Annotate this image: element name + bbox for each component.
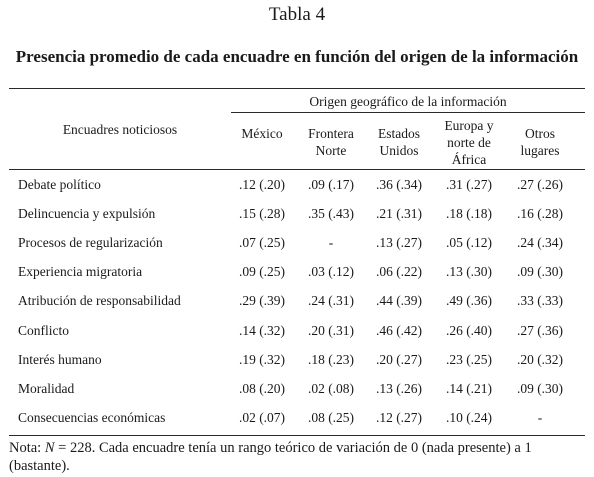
- table-cell: .44 (.39): [375, 293, 423, 309]
- table-cell: .46 (.42): [375, 322, 423, 338]
- table-cell: .18 (.23): [307, 351, 355, 367]
- table-cell: .12 (.20): [238, 177, 286, 192]
- table-cell: .09 (.30): [516, 380, 564, 396]
- table-cell: .29 (.39): [238, 293, 286, 309]
- table-top-rule: [9, 88, 585, 89]
- table-cell: .23 (.25): [445, 351, 493, 367]
- table-cell: .10 (.24): [445, 409, 493, 425]
- column-header-4: Europa y norte de África: [444, 118, 494, 167]
- table-cell: .26 (.40): [445, 322, 493, 338]
- column-header-2: Frontera Norte: [308, 126, 354, 158]
- column-header-1: México: [241, 126, 283, 141]
- table-cell: .07 (.25): [238, 235, 286, 251]
- table-cell: .02 (.07): [238, 409, 286, 425]
- table-cell: .06 (.22): [375, 264, 423, 280]
- table-cell: .03 (.12): [307, 264, 355, 280]
- row-label: Experiencia migratoria: [18, 264, 143, 280]
- table-cell: .20 (.32): [516, 351, 564, 367]
- table-cell: .20 (.31): [307, 322, 355, 338]
- table-cell: .05 (.12): [445, 235, 493, 251]
- row-label: Interés humano: [18, 351, 102, 367]
- table-number: Tabla 4: [268, 4, 326, 25]
- note-prefix: Nota:: [9, 440, 45, 456]
- table-cell: .18 (.18): [445, 206, 493, 222]
- table-cell: .14 (.32): [238, 322, 286, 338]
- table-cell: .36 (.34): [375, 177, 423, 192]
- row-label: Atribución de responsabilidad: [18, 293, 181, 309]
- table-cell: .16 (.28): [516, 206, 564, 222]
- table-note: [9, 439, 589, 475]
- table-cell: .08 (.20): [238, 380, 286, 396]
- table-cell: .19 (.32): [238, 351, 286, 367]
- table-cell: .27 (.36): [516, 322, 564, 338]
- table-cell: .13 (.30): [445, 264, 493, 280]
- row-label: Moralidad: [18, 380, 75, 396]
- row-label: Procesos de regularización: [18, 235, 163, 251]
- table-cell: .14 (.21): [445, 380, 493, 396]
- table-cell: .31 (.27): [445, 177, 493, 192]
- table-cell: .15 (.28): [238, 206, 286, 222]
- header-bottom-rule: [9, 169, 585, 170]
- note-n-symbol: N: [44, 440, 55, 456]
- table-cell: .12 (.27): [375, 409, 423, 425]
- table-caption: Presencia promedio de cada encuadre en función del origen de la información: [15, 47, 579, 66]
- row-label: Consecuencias económicas: [18, 409, 166, 425]
- table-cell: .08 (.25): [307, 409, 355, 425]
- row-label: Delincuencia y expulsión: [18, 206, 156, 222]
- column-group-rule: [231, 112, 585, 113]
- table-bottom-rule: [9, 435, 585, 436]
- table-cell: -: [537, 409, 543, 425]
- table-cell: -: [328, 235, 334, 251]
- column-header-3: Estados Unidos: [378, 126, 420, 158]
- table-cell: .20 (.27): [375, 351, 423, 367]
- note-text: = 228. Cada encuadre tenía un rango teórico de variación de 0 (nada presente) a 1 (bastante).: [9, 440, 532, 474]
- table-cell: .35 (.43): [307, 206, 355, 222]
- table-cell: .49 (.36): [445, 293, 493, 309]
- table-cell: .13 (.27): [375, 235, 423, 251]
- table-cell: .24 (.31): [307, 293, 355, 309]
- table-cell: .09 (.30): [516, 264, 564, 280]
- table-cell: .33 (.33): [516, 293, 564, 309]
- table-cell: .24 (.34): [516, 235, 564, 251]
- row-label: Debate político: [18, 177, 101, 192]
- stub-header: Encuadres noticiosos: [62, 122, 178, 137]
- row-label: Conflicto: [18, 322, 69, 338]
- table-cell: .13 (.26): [375, 380, 423, 396]
- table-cell: .09 (.25): [238, 264, 286, 280]
- column-header-5: Otros lugares: [520, 126, 560, 158]
- table-cell: .09 (.17): [307, 177, 355, 192]
- column-group-header: Origen geográfico de la información: [309, 94, 507, 109]
- table-cell: .27 (.26): [516, 177, 564, 192]
- table-cell: .21 (.31): [375, 206, 423, 222]
- table-cell: .02 (.08): [307, 380, 355, 396]
